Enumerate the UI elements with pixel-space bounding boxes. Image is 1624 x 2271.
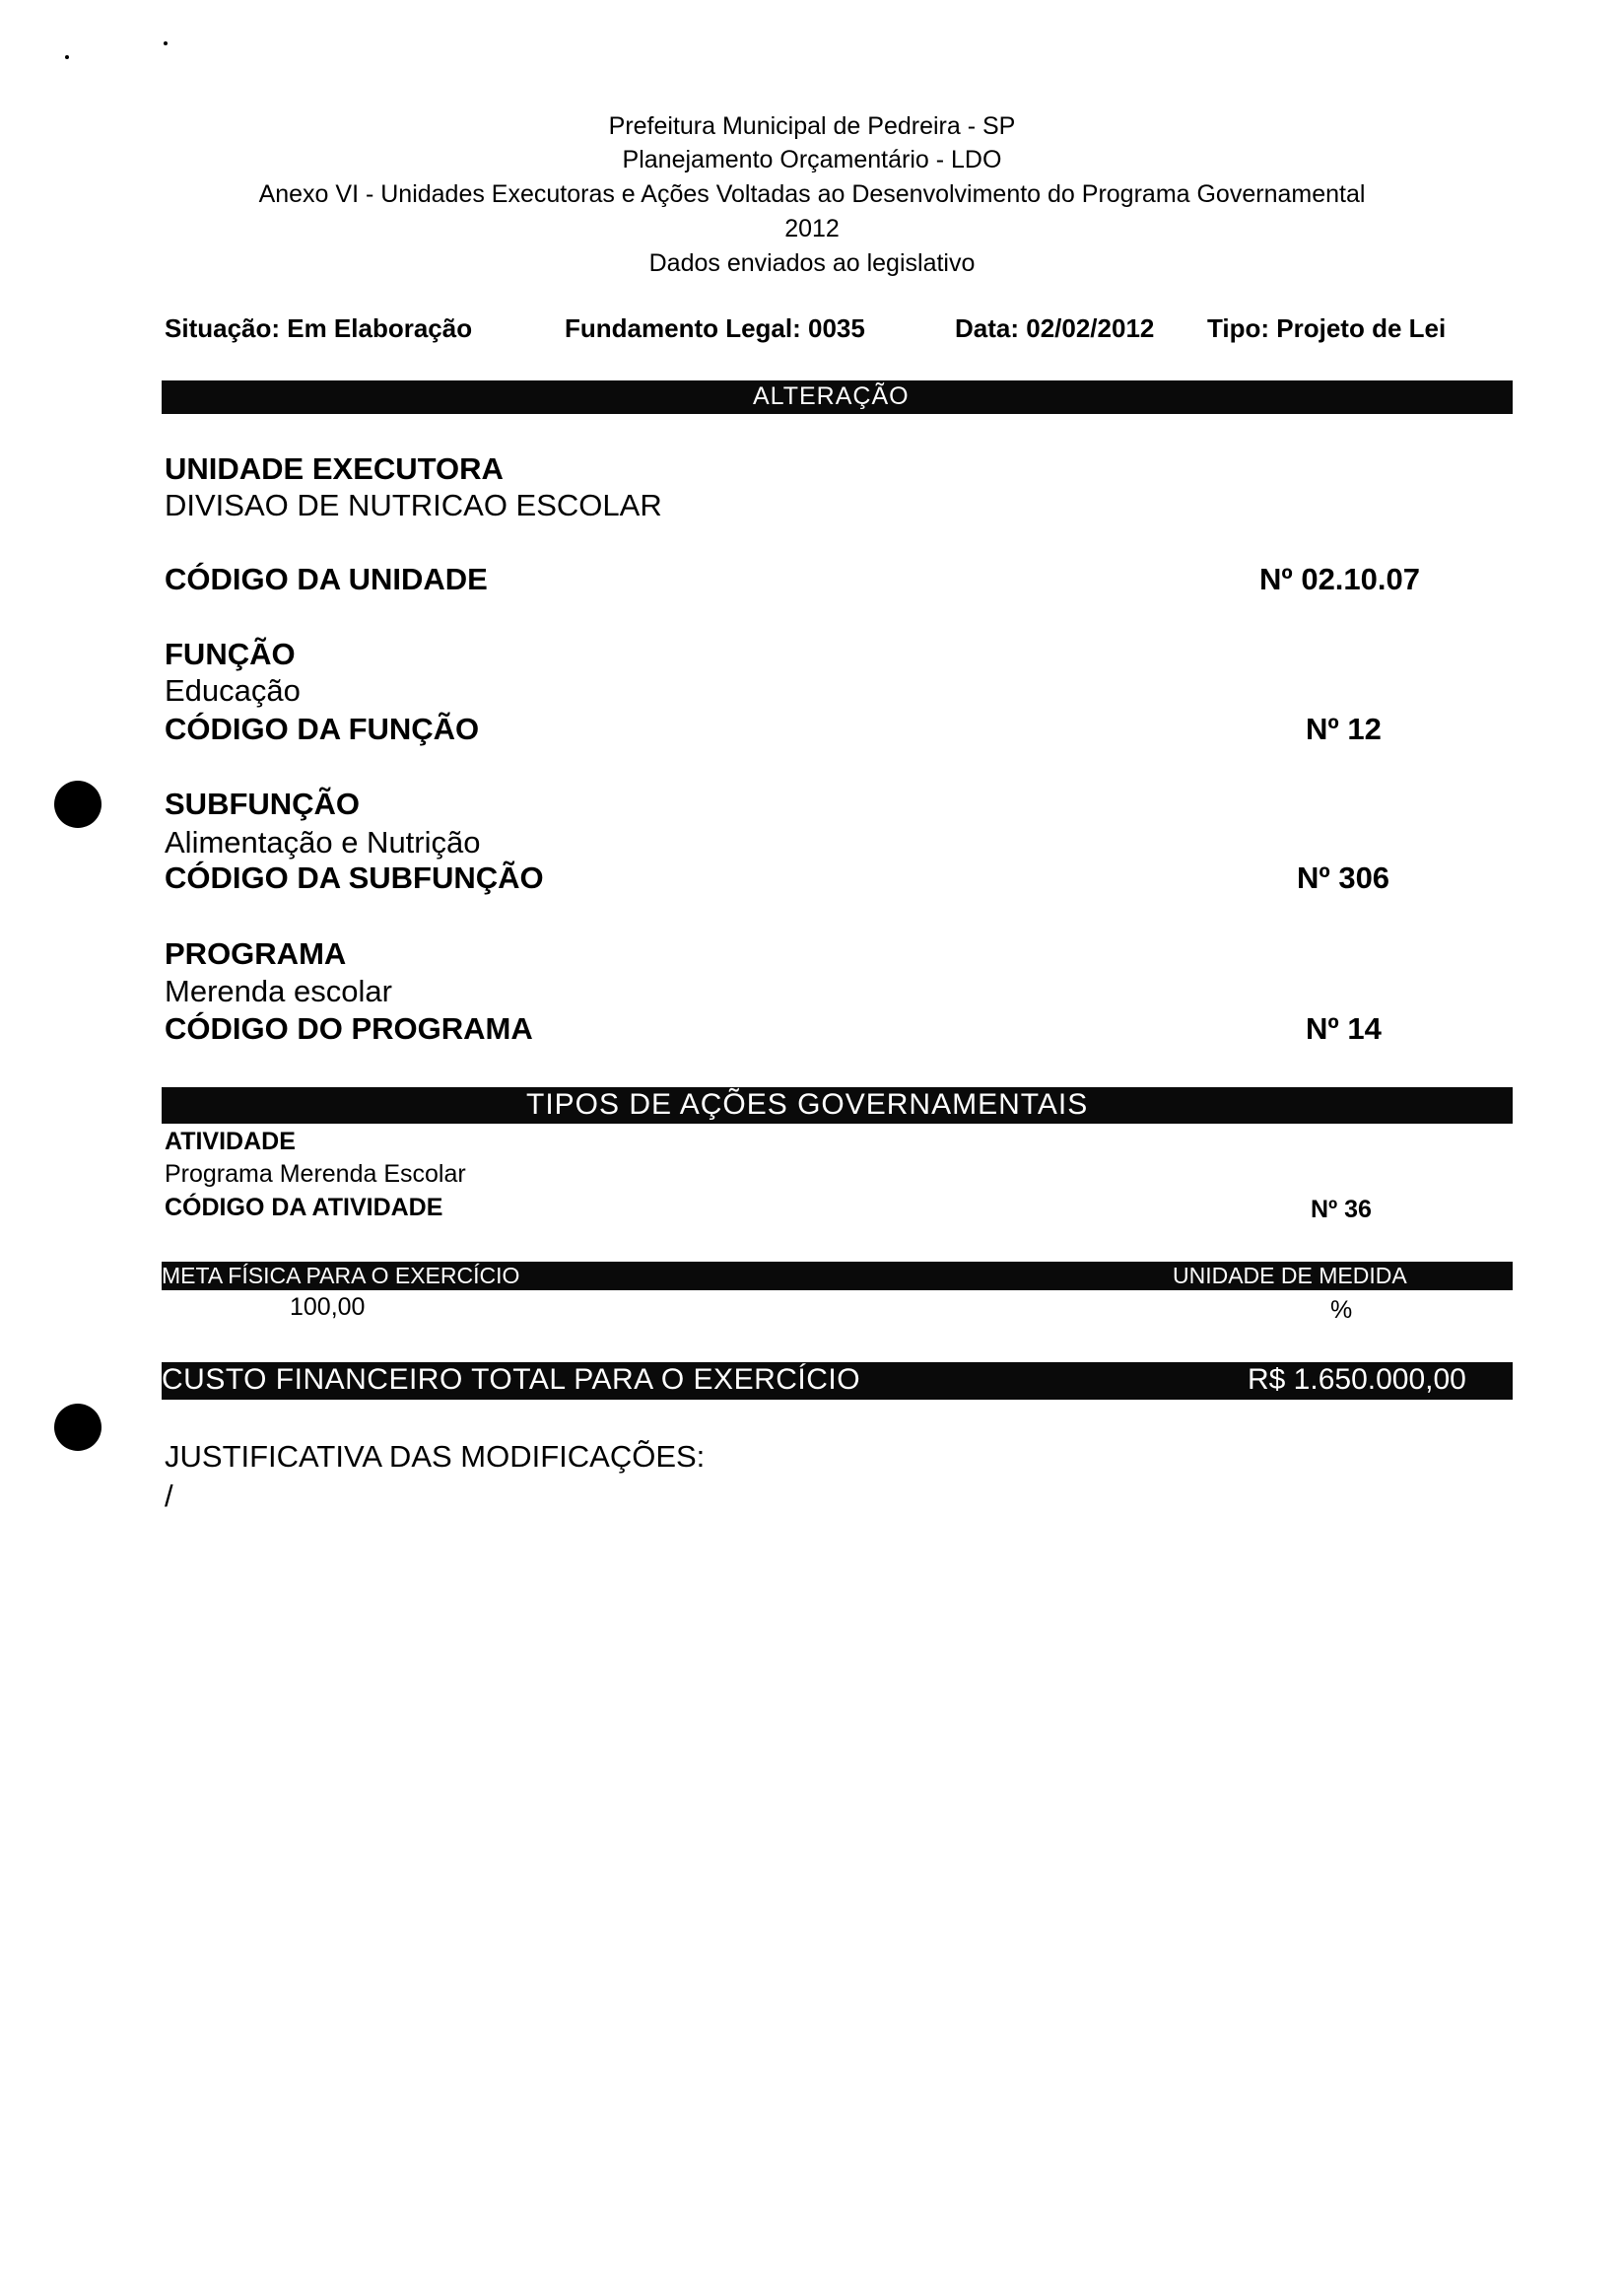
- status-fundamento: Fundamento Legal: 0035: [565, 313, 865, 343]
- status-data: Data: 02/02/2012: [955, 313, 1155, 343]
- justificativa-value: /: [165, 1479, 173, 1513]
- codigo-funcao-value: Nº 12: [1306, 712, 1382, 746]
- unidade-label: UNIDADE EXECUTORA: [165, 451, 504, 486]
- programa-value: Merenda escolar: [165, 974, 392, 1008]
- header-year: 2012: [784, 215, 840, 242]
- banner-alteracao: [162, 380, 1513, 414]
- subfuncao-label: SUBFUNÇÃO: [165, 787, 361, 821]
- unidade-medida-label: UNIDADE DE MEDIDA: [1173, 1263, 1407, 1288]
- meta-value: 100,00: [290, 1293, 366, 1321]
- punch-hole-dot: [54, 781, 102, 828]
- scan-speck: [65, 55, 69, 59]
- codigo-programa-label: CÓDIGO DO PROGRAMA: [165, 1011, 533, 1046]
- punch-hole-dot: [54, 1404, 102, 1451]
- header-line-1: Prefeitura Municipal de Pedreira - SP: [608, 112, 1016, 140]
- custo-financeiro-label: CUSTO FINANCEIRO TOTAL PARA O EXERCÍCIO: [162, 1363, 861, 1396]
- unidade-value: DIVISAO DE NUTRICAO ESCOLAR: [165, 488, 662, 522]
- banner-tipos-acoes-label: TIPOS DE AÇÕES GOVERNAMENTAIS: [526, 1088, 1089, 1121]
- banner-meta-fisica: [162, 1262, 1513, 1290]
- funcao-value: Educação: [165, 673, 301, 708]
- header-line-3: Anexo VI - Unidades Executoras e Ações Voltadas ao Desenvolvimento do Programa Governamental: [258, 180, 1366, 208]
- banner-tipos-acoes: [162, 1087, 1513, 1124]
- programa-label: PROGRAMA: [165, 936, 347, 971]
- codigo-unidade-label: CÓDIGO DA UNIDADE: [165, 562, 488, 596]
- status-tipo: Tipo: Projeto de Lei: [1207, 313, 1447, 343]
- codigo-atividade-value: Nº 36: [1311, 1196, 1372, 1223]
- codigo-funcao-label: CÓDIGO DA FUNÇÃO: [165, 712, 480, 746]
- funcao-label: FUNÇÃO: [165, 637, 296, 671]
- meta-unit: %: [1330, 1296, 1353, 1324]
- subfuncao-value: Alimentação e Nutrição: [165, 825, 481, 860]
- header-line-2: Planejamento Orçamentário - LDO: [622, 146, 1002, 173]
- header-line-5: Dados enviados ao legislativo: [648, 249, 976, 277]
- scan-speck: [164, 41, 168, 45]
- codigo-subfuncao-label: CÓDIGO DA SUBFUNÇÃO: [165, 860, 544, 895]
- atividade-label: ATIVIDADE: [165, 1128, 296, 1155]
- codigo-unidade-value: Nº 02.10.07: [1259, 562, 1420, 596]
- meta-fisica-label: META FÍSICA PARA O EXERCÍCIO: [162, 1263, 520, 1288]
- banner-custo-financeiro: [162, 1362, 1513, 1400]
- codigo-programa-value: Nº 14: [1306, 1011, 1382, 1046]
- custo-financeiro-value: R$ 1.650.000,00: [1248, 1363, 1466, 1396]
- codigo-atividade-label: CÓDIGO DA ATIVIDADE: [165, 1194, 443, 1221]
- codigo-subfuncao-value: Nº 306: [1297, 860, 1390, 895]
- justificativa-label: JUSTIFICATIVA DAS MODIFICAÇÕES:: [165, 1439, 706, 1474]
- status-situacao: Situação: Em Elaboração: [165, 313, 473, 343]
- banner-alteracao-label: ALTERAÇÃO: [753, 382, 910, 410]
- atividade-value: Programa Merenda Escolar: [165, 1160, 466, 1188]
